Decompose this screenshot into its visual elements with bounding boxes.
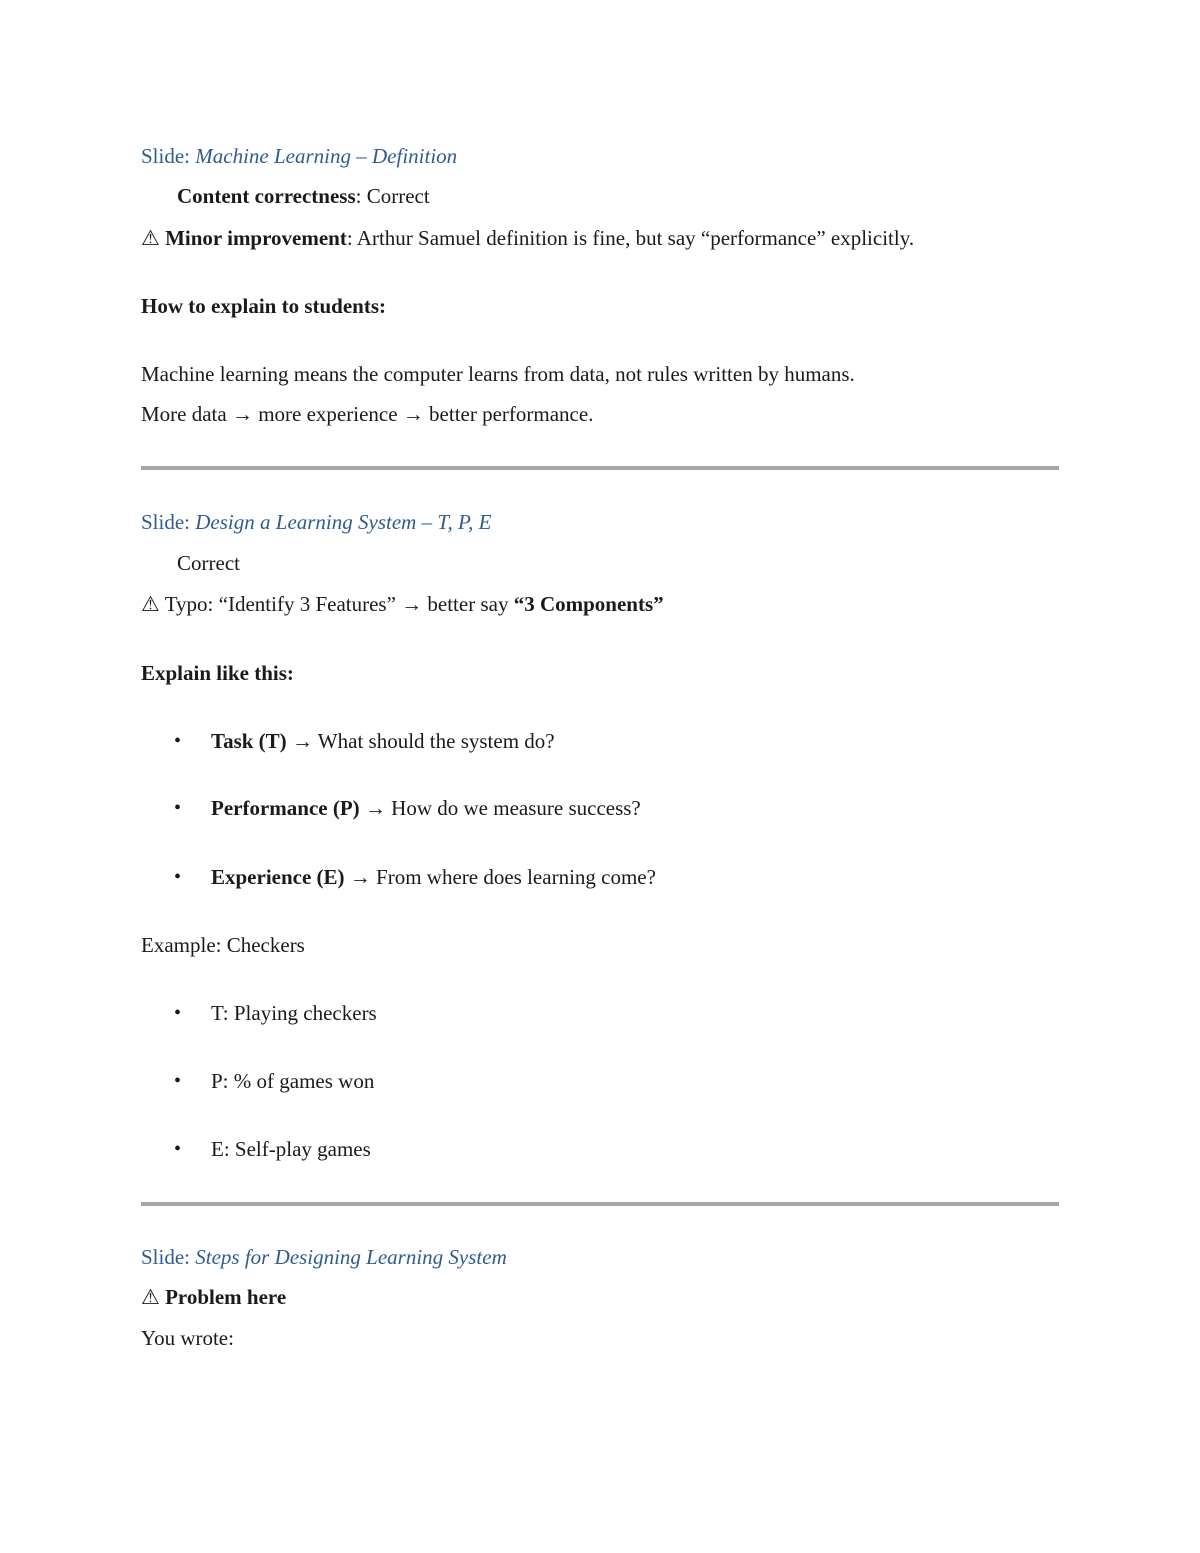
typo-line — [141, 594, 664, 615]
slide-title-text: Machine Learning – Definition — [195, 144, 458, 168]
correct-text: Correct — [177, 551, 240, 575]
list-item-text: → How do we measure success? — [359, 796, 641, 820]
example-item: T: Playing checkers — [211, 1001, 377, 1025]
bullet-icon: • — [174, 1070, 182, 1092]
slide-prefix: Slide: — [141, 1245, 196, 1269]
example-item: P: % of games won — [211, 1069, 375, 1093]
bullet-icon: • — [174, 797, 182, 819]
slide-title-ml-definition — [141, 146, 457, 167]
minor-improvement-line — [141, 228, 914, 249]
content-correctness-line — [177, 186, 430, 207]
warning-icon: ⚠ — [141, 592, 160, 616]
minor-improvement-label: Minor improvement — [165, 226, 347, 250]
list-item-task — [211, 731, 555, 752]
example-heading: Example: Checkers — [141, 933, 305, 957]
slide-title-steps-designing — [141, 1247, 507, 1268]
content-correctness-value: : Correct — [355, 184, 430, 208]
slide-title-text: Steps for Designing Learning System — [195, 1245, 507, 1269]
list-item-text: → What should the system do? — [286, 729, 555, 753]
slide-prefix: Slide: — [141, 144, 196, 168]
list-item-performance — [211, 798, 641, 819]
ml-explanation-paragraph: Machine learning means the computer learns from data, not rules written by humans. — [141, 362, 855, 386]
slide-title-design-learning-system — [141, 512, 491, 533]
list-item-label: Performance (P) — [211, 796, 360, 820]
bullet-icon: • — [174, 730, 182, 752]
explain-heading: Explain like this: — [141, 661, 294, 685]
warning-icon: ⚠ — [141, 1285, 160, 1309]
typo-text: Typo: “Identify 3 Features” → better say — [159, 592, 514, 616]
slide-prefix: Slide: — [141, 510, 196, 534]
you-wrote-text: You wrote: — [141, 1326, 234, 1350]
list-item-experience — [211, 867, 656, 888]
how-to-explain-heading: How to explain to students: — [141, 294, 387, 318]
slide-title-text: Design a Learning System – T, P, E — [195, 510, 492, 534]
minor-improvement-text: : Arthur Samuel definition is fine, but say “performance” explicitly. — [346, 226, 915, 250]
content-correctness-label: Content correctness — [177, 184, 356, 208]
list-item-label: Task (T) — [211, 729, 287, 753]
section-divider — [141, 1202, 1059, 1206]
section-divider — [141, 466, 1059, 470]
bullet-icon: • — [174, 866, 182, 888]
problem-label: Problem here — [165, 1285, 287, 1309]
list-item-label: Experience (E) — [211, 865, 345, 889]
bullet-icon: • — [174, 1138, 182, 1160]
list-item-text: → From where does learning come? — [344, 865, 656, 889]
problem-line — [141, 1287, 286, 1308]
warning-icon: ⚠ — [141, 226, 160, 250]
more-data-paragraph: More data → more experience → better performance. — [141, 402, 594, 426]
bullet-icon: • — [174, 1002, 182, 1024]
typo-suggestion: “3 Components” — [513, 592, 664, 616]
example-item: E: Self-play games — [211, 1137, 371, 1161]
